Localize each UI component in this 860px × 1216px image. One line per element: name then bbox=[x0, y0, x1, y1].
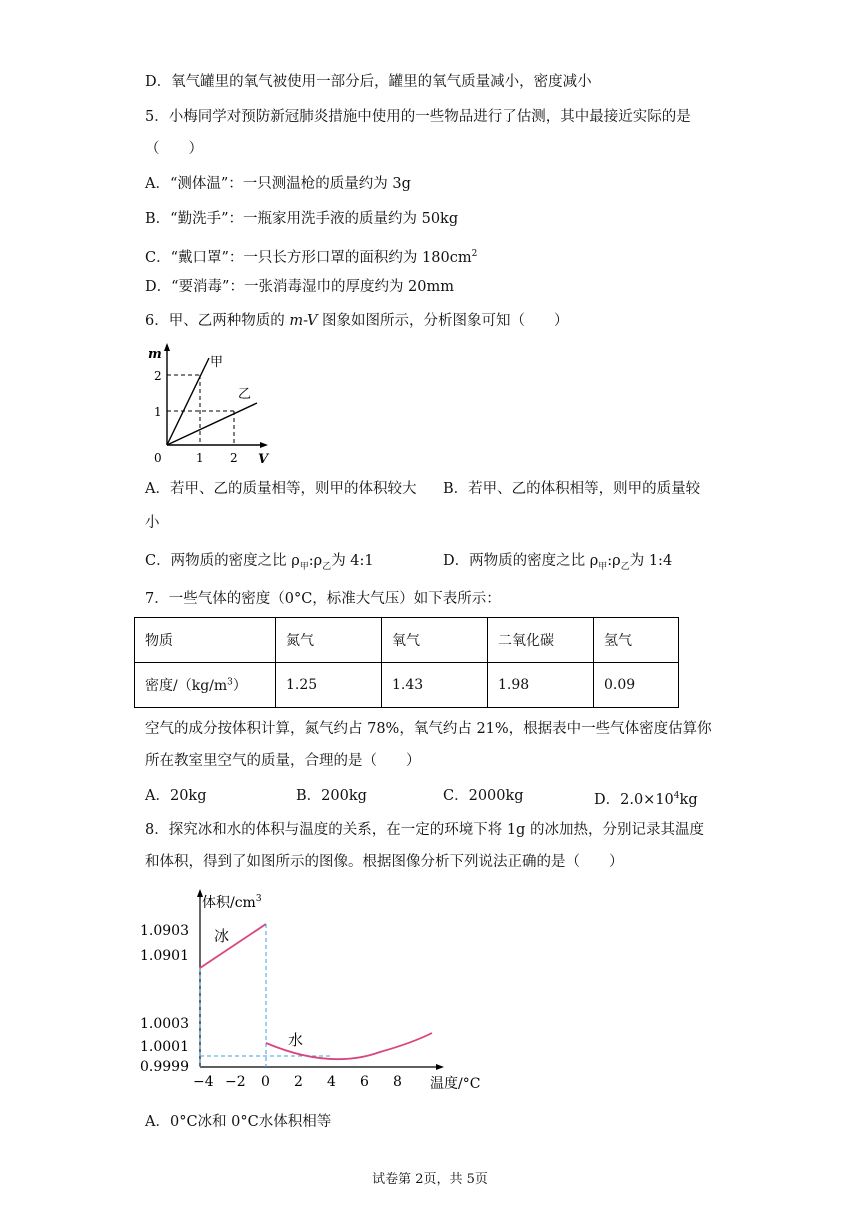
table-cell: 1.98 bbox=[488, 663, 594, 708]
table-cell: 0.09 bbox=[594, 663, 679, 708]
q6-c-sub2: 乙 bbox=[322, 561, 332, 572]
table-header-cell: 二氧化碳 bbox=[488, 618, 594, 663]
row-label-close: ） bbox=[232, 678, 247, 694]
q5-option-a: A．“测体温”：一只测温枪的质量约为 3g bbox=[145, 176, 411, 192]
q6-stem-pre: 6．甲、乙两种物质的 bbox=[145, 313, 290, 329]
q6-option-b-cont: 小 bbox=[145, 515, 160, 531]
q6-d-pre: D．两物质的密度之比 ρ bbox=[443, 553, 599, 569]
q5-option-d: D．“要消毒”：一张消毒湿巾的厚度约为 20mm bbox=[145, 279, 455, 295]
q6-label-yi: 乙 bbox=[238, 387, 252, 402]
q8-xtick: −2 bbox=[225, 1074, 246, 1090]
q8-ytick: 1.0903 bbox=[140, 923, 189, 939]
q4-option-d: D．氧气罐里的氧气被使用一部分后，罐里的氧气质量减小，密度减小 bbox=[145, 74, 592, 90]
q8-ice-line bbox=[200, 924, 266, 968]
page-footer: 试卷第 2页，共 5页 bbox=[372, 1172, 488, 1187]
q6-mv-graph bbox=[140, 340, 280, 470]
q6-stem-var: m-V bbox=[289, 313, 318, 329]
q6-xtick-1: 1 bbox=[196, 451, 204, 465]
q6-stem bbox=[145, 311, 569, 331]
q6-c-pre: C．两物质的密度之比 ρ bbox=[145, 553, 300, 569]
q8-x-arrow bbox=[436, 1064, 444, 1070]
q6-xlabel: V bbox=[258, 452, 269, 467]
q8-label-water: 水 bbox=[288, 1031, 304, 1049]
table-header-cell: 氧气 bbox=[382, 618, 488, 663]
q6-c-sub1: 甲 bbox=[299, 561, 309, 572]
q7-option-a: A．20kg bbox=[145, 788, 207, 804]
q7-text-2: 所在教室里空气的质量，合理的是（ ） bbox=[145, 753, 421, 769]
q8-ytick: 0.9999 bbox=[140, 1059, 189, 1075]
q5-option-c-text: C．“戴口罩”：一只长方形口罩的面积约为 180cm bbox=[145, 249, 472, 266]
q6-option-a: A．若甲、乙的质量相等，则甲的体积较大 bbox=[145, 481, 417, 497]
table-row bbox=[135, 618, 679, 663]
q5-stem: 5．小梅同学对预防新冠肺炎措施中使用的一些物品进行了估测，其中最接近实际的是 bbox=[145, 109, 691, 125]
q7-gas-density-table bbox=[134, 617, 679, 708]
q6-ytick-2: 2 bbox=[154, 369, 162, 383]
table-header-cell: 氮气 bbox=[276, 618, 382, 663]
q8-xtick: 6 bbox=[360, 1074, 369, 1090]
q7-stem: 7．一些气体的密度（0°C，标准大气压）如下表所示： bbox=[145, 591, 501, 607]
table-header-cell: 物质 bbox=[135, 618, 276, 663]
q7-text-1: 空气的成分按体积计算，氮气约占 78%，氧气约占 21%，根据表中一些气体密度估算你 bbox=[145, 721, 712, 737]
q6-y-arrow bbox=[164, 343, 170, 351]
table-row bbox=[135, 663, 679, 708]
q6-line-yi bbox=[167, 403, 257, 445]
q8-ytick: 1.0003 bbox=[140, 1016, 189, 1032]
q6-ylabel: m bbox=[148, 347, 162, 362]
q6-d-sub1: 甲 bbox=[598, 561, 608, 572]
q6-c-mid: :ρ bbox=[308, 553, 323, 569]
q5-option-c-sup: 2 bbox=[471, 249, 478, 259]
q8-xtick: 0 bbox=[261, 1074, 270, 1090]
q8-label-ice: 冰 bbox=[214, 927, 230, 945]
q8-stem-2: 和体积，得到了如图所示的图像。根据图像分析下列说法正确的是（ ） bbox=[145, 854, 624, 870]
q7-option-c: C．2000kg bbox=[443, 788, 524, 804]
q7-option-d bbox=[594, 786, 698, 810]
table-row-label bbox=[135, 663, 276, 708]
q7-option-b: B．200kg bbox=[296, 788, 367, 804]
q8-xtick: 2 bbox=[294, 1074, 303, 1090]
q8-xtick: 8 bbox=[393, 1074, 402, 1090]
q7-d-post: kg bbox=[679, 791, 698, 808]
q5-option-b: B．“勤洗手”：一瓶家用洗手液的质量约为 50kg bbox=[145, 211, 459, 227]
q6-label-jia: 甲 bbox=[210, 355, 224, 370]
q7-d-sup: 4 bbox=[673, 791, 680, 801]
q6-xtick-2: 2 bbox=[230, 451, 238, 465]
q5-paren: （ ） bbox=[145, 141, 203, 157]
q8-ytick: 1.0001 bbox=[140, 1039, 189, 1055]
q8-option-a: A．0°C冰和 0°C水体积相等 bbox=[145, 1114, 332, 1130]
table-header-cell: 氢气 bbox=[594, 618, 679, 663]
q5-option-c bbox=[145, 244, 477, 268]
q6-x-arrow bbox=[260, 442, 268, 448]
q6-stem-post: 图象如图所示，分析图象可知（ ） bbox=[317, 313, 569, 329]
q8-xtick: −4 bbox=[193, 1074, 214, 1090]
q6-option-b: B．若甲、乙的体积相等，则甲的质量较 bbox=[443, 481, 701, 497]
q6-d-post: 为 1:4 bbox=[629, 553, 673, 569]
q8-ylabel: 体积$/cm^3$ bbox=[202, 894, 262, 911]
q6-d-sub2: 乙 bbox=[620, 561, 630, 572]
q6-d-mid: :ρ bbox=[607, 553, 621, 569]
q7-d-pre: D．2.0×10 bbox=[594, 791, 674, 808]
q6-option-d bbox=[443, 551, 672, 577]
q8-ytick: 1.0901 bbox=[140, 948, 189, 964]
q6-line-jia bbox=[167, 358, 209, 445]
q8-xlabel: 温度/°C bbox=[430, 1076, 481, 1092]
q6-c-post: 为 4:1 bbox=[331, 553, 374, 569]
table-cell: 1.25 bbox=[276, 663, 382, 708]
row-label-sup: 3 bbox=[227, 677, 233, 688]
q6-option-c bbox=[145, 551, 374, 577]
q6-origin: 0 bbox=[154, 451, 162, 465]
q6-ytick-1: 1 bbox=[154, 405, 162, 419]
q8-volume-temperature-graph bbox=[140, 885, 490, 1095]
table-cell: 1.43 bbox=[382, 663, 488, 708]
q8-xtick: 4 bbox=[327, 1074, 336, 1090]
row-label-text: 密度/（kg/m bbox=[145, 678, 228, 694]
q8-stem-1: 8．探究冰和水的体积与温度的关系，在一定的环境下将 1g 的冰加热，分别记录其温度 bbox=[145, 822, 704, 838]
